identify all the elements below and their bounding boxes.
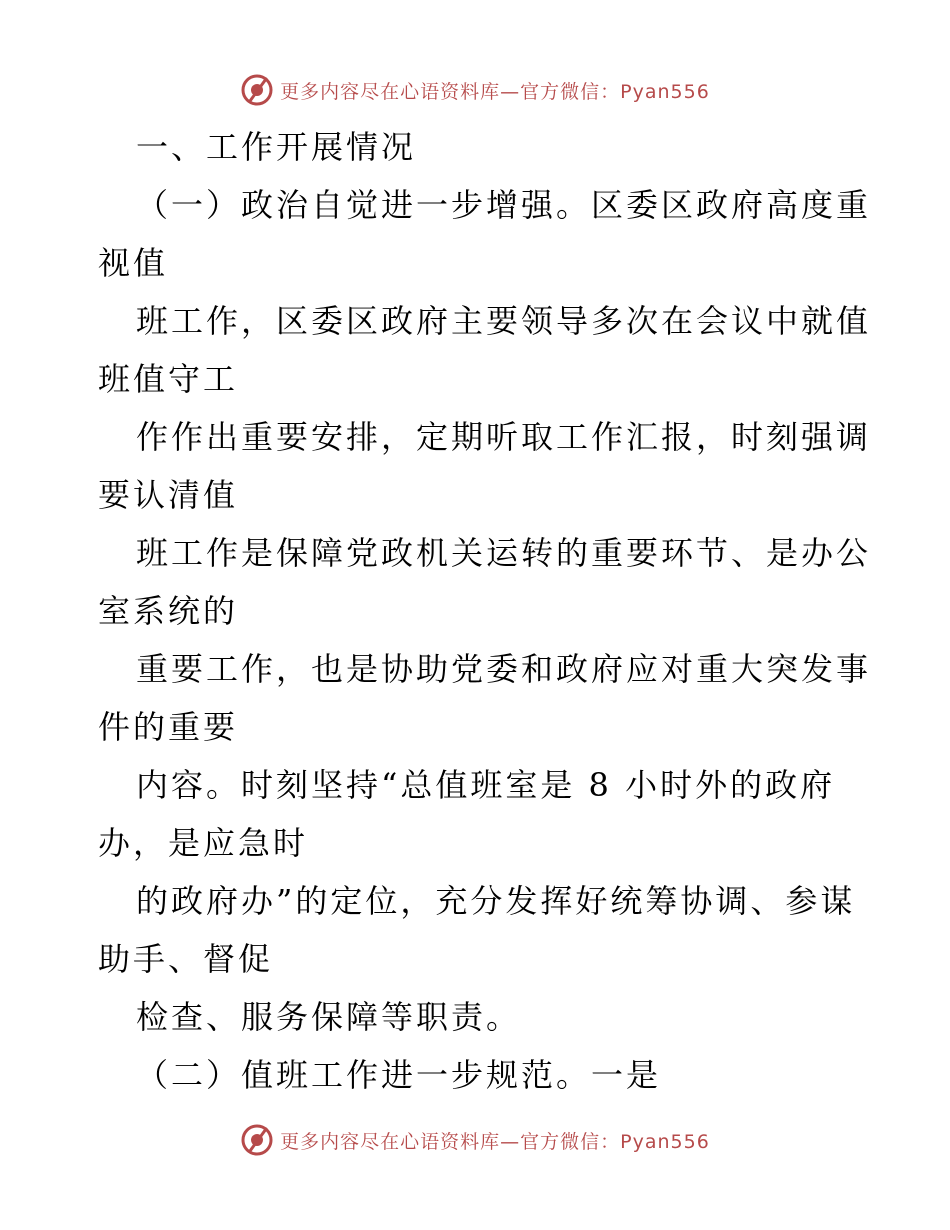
paragraph-line: 检查、服务保障等职责。 (136, 998, 522, 1036)
pen-logo-icon (240, 73, 274, 107)
paragraph-line: 室系统的 (98, 592, 239, 630)
paragraph-line: 班工作，区委区政府主要领导多次在会议中就值 (136, 302, 872, 340)
paragraph-line: 件的重要 (98, 708, 239, 746)
paragraph-line: 要认清值 (98, 476, 239, 514)
paragraph-line: 班工作是保障党政机关运转的重要环节、是办公 (136, 534, 872, 572)
paragraph-line: 作作出重要安排，定期听取工作汇报，时刻强调 (136, 418, 872, 456)
header-watermark (0, 70, 950, 110)
watermark-text: 更多内容尽在心语资料库—官方微信：Pyan556 (280, 1130, 710, 1153)
paragraph-line: 内容。时刻坚持“总值班室是 8 小时外的政府 (136, 766, 836, 804)
footer-watermark (0, 1120, 950, 1160)
document-body (98, 118, 872, 1104)
paragraph-line: 的政府办”的定位，充分发挥好统筹协调、参谋 (136, 882, 856, 920)
paragraph-line: （一）政治自觉进一步增强。区委区政府高度重 (136, 186, 872, 224)
paragraph-line: 视值 (98, 244, 169, 282)
paragraph-line: 办，是应急时 (98, 824, 309, 862)
paragraph-line: 班值守工 (98, 360, 239, 398)
section-heading: 一、工作开展情况 (136, 128, 417, 166)
paragraph-line: （二）值班工作进一步规范。一是 (136, 1056, 662, 1094)
paragraph-line: 助手、督促 (98, 940, 274, 978)
paragraph-line: 重要工作，也是协助党委和政府应对重大突发事 (136, 650, 872, 688)
pen-logo-icon (240, 1123, 274, 1157)
watermark-text: 更多内容尽在心语资料库—官方微信：Pyan556 (280, 80, 710, 103)
